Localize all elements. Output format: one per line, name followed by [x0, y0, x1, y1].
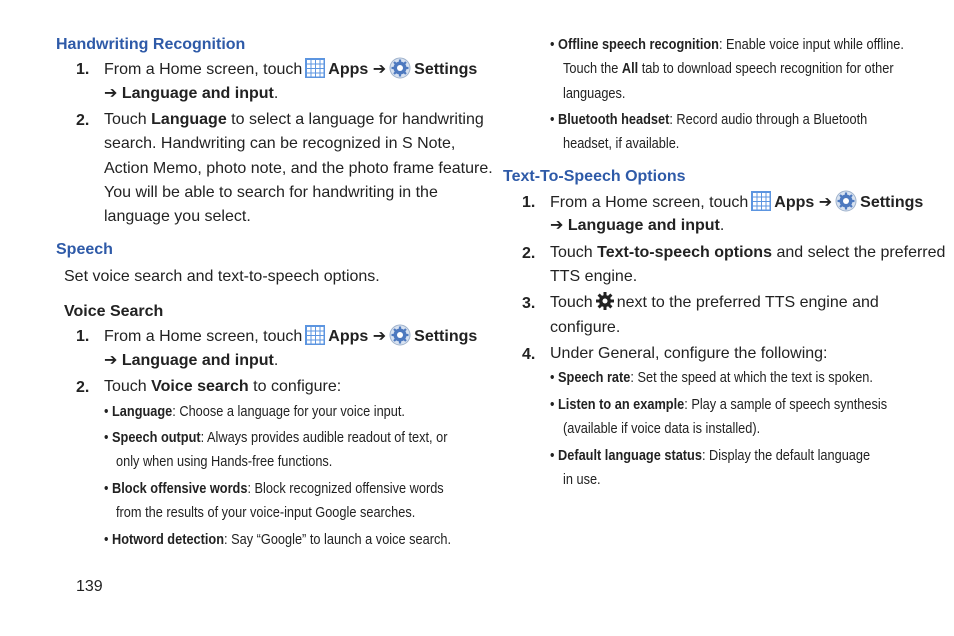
bullet-default-language-line2: in use.: [563, 472, 601, 488]
bullet-bluetooth-headset: • Bluetooth headset: Record audio through a Bluetooth: [550, 112, 868, 128]
bullet-bluetooth-headset-line2: headset, if available.: [563, 136, 680, 152]
tts-step1-line1: From a Home screen, touch Apps ➔ Settings: [550, 190, 923, 215]
voice-step1-line2: ➔ Language and input.: [104, 352, 279, 369]
bullet-offline-speech-line2: Touch the All tab to download speech recognition for other: [563, 61, 894, 77]
bullet-language: • Language: Choose a language for your voice input.: [104, 404, 405, 420]
tts-step4: Under General, configure the following:: [550, 345, 828, 362]
bullet-block-offensive-line2: from the results of your voice-input Google searches.: [116, 505, 416, 521]
step-number: 1.: [76, 61, 90, 78]
tts-step2-line1: Touch Text-to-speech options and select the preferred: [550, 244, 946, 261]
gear-icon: [595, 291, 615, 311]
page-number: 139: [76, 578, 103, 595]
bullet-default-language: • Default language status: Display the default language: [550, 448, 871, 464]
bullet-block-offensive: • Block offensive words: Block recognized offensive words: [104, 481, 444, 497]
tts-step2-line2: TTS engine.: [550, 268, 638, 285]
speech-intro: Set voice search and text-to-speech options.: [64, 268, 380, 285]
bullet-hotword: • Hotword detection: Say “Google” to launch a voice search.: [104, 532, 451, 548]
handwriting-step2-line5: language you select.: [104, 208, 251, 225]
step-number: 4.: [522, 346, 536, 363]
handwriting-step1-line2: ➔ Language and input.: [104, 85, 279, 102]
handwriting-step2-line1: Touch Language to select a language for handwriting: [104, 111, 484, 128]
step-number: 2.: [522, 245, 536, 262]
step-number: 2.: [76, 379, 90, 396]
bullet-listen-example-line2: (available if voice data is installed).: [563, 421, 761, 437]
bullet-offline-speech: • Offline speech recognition: Enable voice input while offline.: [550, 37, 904, 53]
speech-heading: Speech: [56, 241, 113, 258]
handwriting-step2-line3: Action Memo, photo note, and the photo frame feature.: [104, 160, 493, 177]
apps-grid-icon: [305, 325, 325, 345]
handwriting-step2-line2: search. Handwriting can be recognized in S Note,: [104, 135, 456, 152]
voice-step2: Touch Voice search to configure:: [104, 378, 342, 395]
bullet-listen-example: • Listen to an example: Play a sample of speech synthesis: [550, 397, 888, 413]
bullet-speech-rate: • Speech rate: Set the speed at which the text is spoken.: [550, 370, 873, 386]
tts-step3-line2: configure.: [550, 319, 621, 336]
settings-icon: [835, 190, 857, 212]
tts-step3-line1: Touch next to the preferred TTS engine and: [550, 291, 879, 315]
settings-icon: [389, 324, 411, 346]
voice-search-heading: Voice Search: [64, 303, 164, 320]
apps-grid-icon: [305, 58, 325, 78]
handwriting-step1-line1: From a Home screen, touch Apps ➔ Settings: [104, 57, 477, 82]
settings-icon: [389, 57, 411, 79]
bullet-speech-output: • Speech output: Always provides audible readout of text, or: [104, 430, 448, 446]
handwriting-recognition-heading: Handwriting Recognition: [56, 36, 246, 53]
bullet-speech-output-line2: only when using Hands-free functions.: [116, 454, 333, 470]
apps-grid-icon: [751, 191, 771, 211]
step-number: 1.: [522, 194, 536, 211]
handwriting-step2-line4: You will be able to search for handwriting in the: [104, 184, 438, 201]
step-number: 1.: [76, 328, 90, 345]
voice-step1-line1: From a Home screen, touch Apps ➔ Settings: [104, 324, 477, 349]
bullet-offline-speech-line3: languages.: [563, 86, 626, 102]
tts-heading: Text-To-Speech Options: [503, 168, 686, 185]
tts-step1-line2: ➔ Language and input.: [550, 217, 725, 234]
step-number: 3.: [522, 295, 536, 312]
step-number: 2.: [76, 112, 90, 129]
